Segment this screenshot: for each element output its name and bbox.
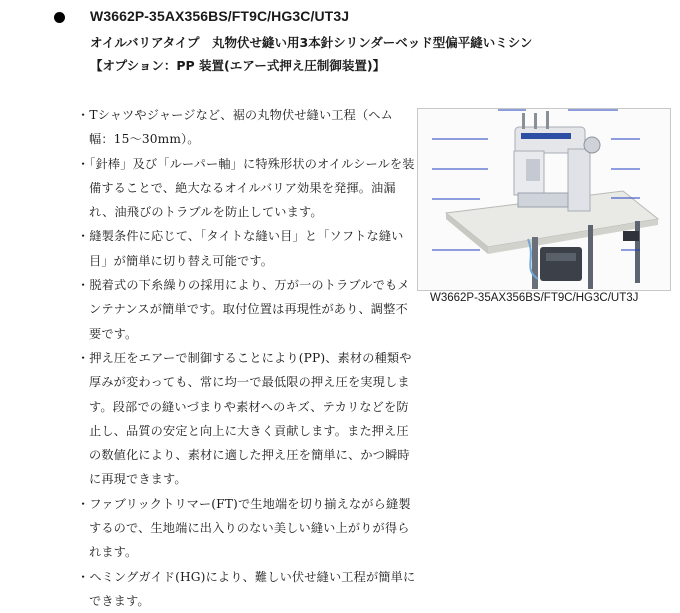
product-subtitle: オイルバリアタイプ 丸物伏せ縫い用3本針シリンダーベッド型偏平縫いミシン [90,35,533,50]
feature-item: ・縫製条件に応じて、「タイトな縫い目」と「ソフトな縫い目」が簡単に切り替え可能です。 [77,229,404,268]
feature-item: ・脱着式の下糸繰りの採用により、万が一のトラブルでもメンテナンスが簡単です。取付位置は再現性があり、調整不要です。 [77,278,410,341]
sewing-machine-photo [417,108,671,291]
feature-list [77,103,417,613]
option-note: 【オプション：PP 装置(エアー式押え圧制御装置)】 [90,58,386,73]
sewing-machine-icon [418,109,670,290]
feature-item: ・ヘミングガイド(HG)により、難しい伏せ縫い工程が簡単にできます。 [77,569,416,608]
feature-item: ・押え圧をエアーで制御することにより(PP)、素材の種類や厚みが変わっても、常に均一で最低限の押え圧を実現します。段部での縫いづまりや素材へのキズ、テカリなどを防止し、品質の安定と向上に大きく貢献します。また押え圧の数値化により、素材に適した押え圧を簡単に、かつ瞬時に再現できます。 [77,350,412,487]
heading-bullet [54,12,65,23]
feature-item: ・「針棒」及び「ルーパー軸」に特殊形状のオイルシールを装備することで、絶大なるオイルバリア効果を発揮。油漏れ、油飛びのトラブルを防止しています。 [77,156,415,220]
feature-item: ・ファブリックトリマー(FT)で生地端を切り揃えながら縫製するので、生地端に出入りのない美しい縫い上がりが得られます。 [77,496,411,560]
model-title: W3662P-35AX356BS/FT9C/HG3C/UT3J [90,8,350,24]
image-caption: W3662P-35AX356BS/FT9C/HG3C/UT3J [430,292,639,304]
feature-item: ・Tシャツやジャージなど、裾の丸物伏せ縫い工程（ヘム幅：15～30mm）。 [77,108,393,147]
